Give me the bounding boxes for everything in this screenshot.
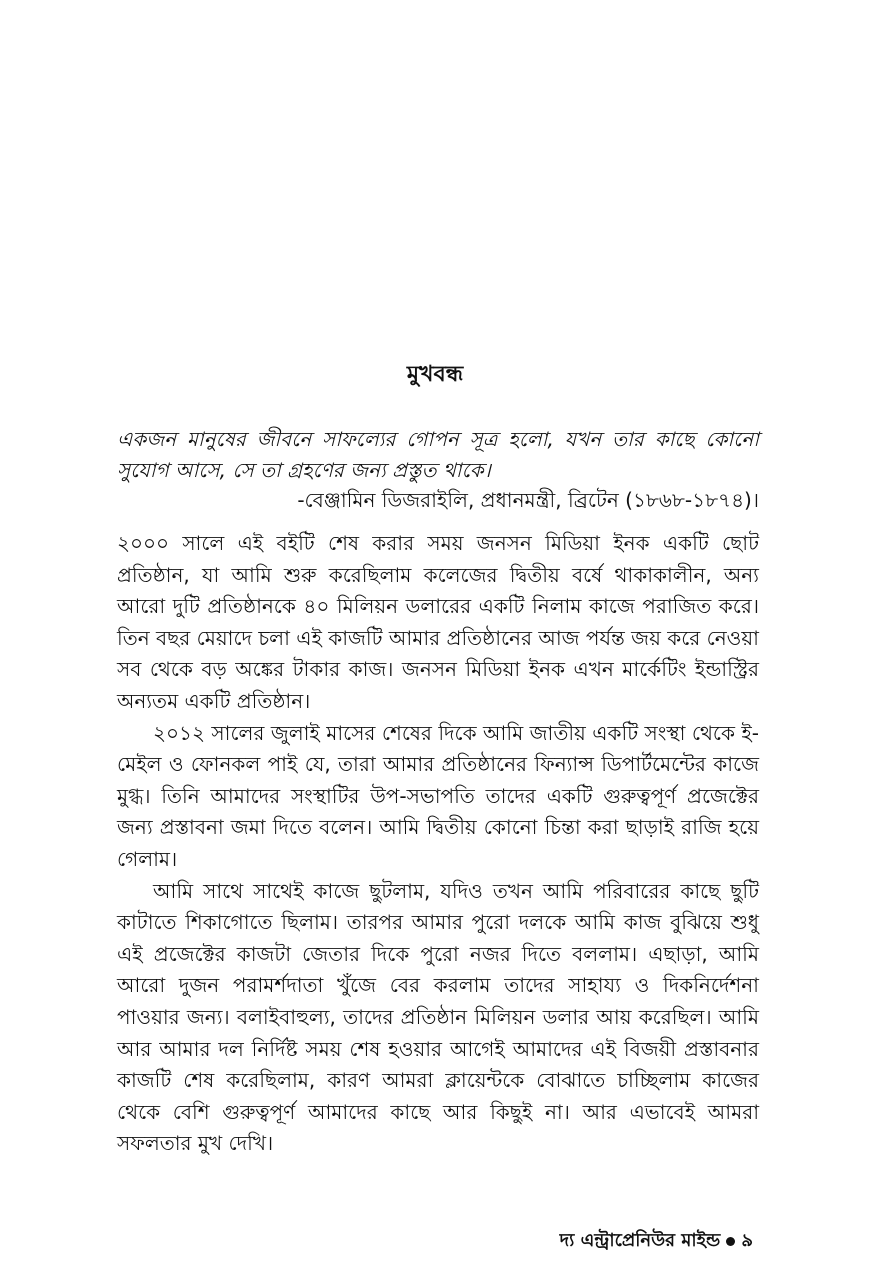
paragraph-3: আমি সাথে সাথেই কাজে ছুটলাম, যদিও তখন আমি পরিবারের কাছে ছুটি কাটাতে শিকাগোতে ছিলাম। তারপর আমার পুরো দলকে আমি কাজ বুঝিয়ে শুধু এই প্রজেক্টের কাজটা জেতার দিকে পুরো নজর দিতে বললাম। এছাড়া, আমি আরো দুজন পরামর্শদাতা খুঁজে বের করলাম তাদের সাহায্য ও দিকনির্দেশনা পাওয়ার জন্য। বলাইবাহুল্য, তাদের প্রতিষ্ঠান মিলিয়ন ডলার আয় করেছিল। আমি আর আমার দল নির্দিষ্ট সময় শেষ হওয়ার আগেই আমাদের এই বিজয়ী প্রস্তাবনার কাজটি শেষ করেছিলাম, কারণ আমরা ক্লায়েন্টকে বোঝাতে চাচ্ছিলাম কাজের থেকে বেশি গুরুত্বপূর্ণ আমাদের কাছে আর কিছুই না। আর এভাবেই আমরা সফলতার মুখ দেখি। (117, 878, 759, 1156)
running-title: দ্য এন্ট্রাপ্রেনিউর মাইন্ড (559, 1230, 721, 1251)
page-footer (560, 1228, 753, 1254)
body-text (117, 528, 759, 1160)
page-number: ৯ (741, 1230, 753, 1251)
epigraph-attribution: -বেঞ্জামিন ডিজরাইলি, প্রধানমন্ত্রী, ব্রিটেন (১৮৬৮-১৮৭৪)। (297, 488, 759, 512)
chapter-heading: মুখবন্ধ (406, 362, 464, 387)
paragraph-1: ২০০০ সালে এই বইটি শেষ করার সময় জনসন মিডিয়া ইনক একটি ছোট প্রতিষ্ঠান, যা আমি শুরু করেছিলাম কলেজের দ্বিতীয় বর্ষে থাকাকালীন, অন্য আরো দুটি প্রতিষ্ঠানকে ৪০ মিলিয়ন ডলারের একটি নিলাম কাজে পরাজিত করে। তিন বছর মেয়াদে চলা এই কাজটি আমার প্রতিষ্ঠানের আজ পর্যন্ত জয় করে নেওয়া সব থেকে বড় অঙ্কের টাকার কাজ। জনসন মিডিয়া ইনক এখন মার্কেটিং ইন্ডাস্ট্রির অন্যতম একটি প্রতিষ্ঠান। (117, 531, 759, 713)
epigraph-quote: একজন মানুষের জীবনে সাফল্যের গোপন সূত্র হলো, যখন তার কাছে কোনো সুযোগ আসে, সে তা গ্রহণের জন্য প্রস্তুত থাকে। (117, 427, 759, 482)
paragraph-2: ২০১২ সালের জুলাই মাসের শেষের দিকে আমি জাতীয় একটি সংস্থা থেকে ই-মেইল ও ফোনকল পাই যে, তারা আমার প্রতিষ্ঠানের ফিন্যান্স ডিপার্টমেন্টের কাজে মুগ্ধ। তিনি আমাদের সংস্থাটির উপ-সভাপতি তাদের একটি গুরুত্বপূর্ণ প্রজেক্টের জন্য প্রস্তাবনা জমা দিতে বলেন। আমি দ্বিতীয় কোনো চিন্তা করা ছাড়াই রাজি হয়ে গেলাম। (117, 720, 759, 871)
bullet-separator-icon (726, 1237, 735, 1246)
